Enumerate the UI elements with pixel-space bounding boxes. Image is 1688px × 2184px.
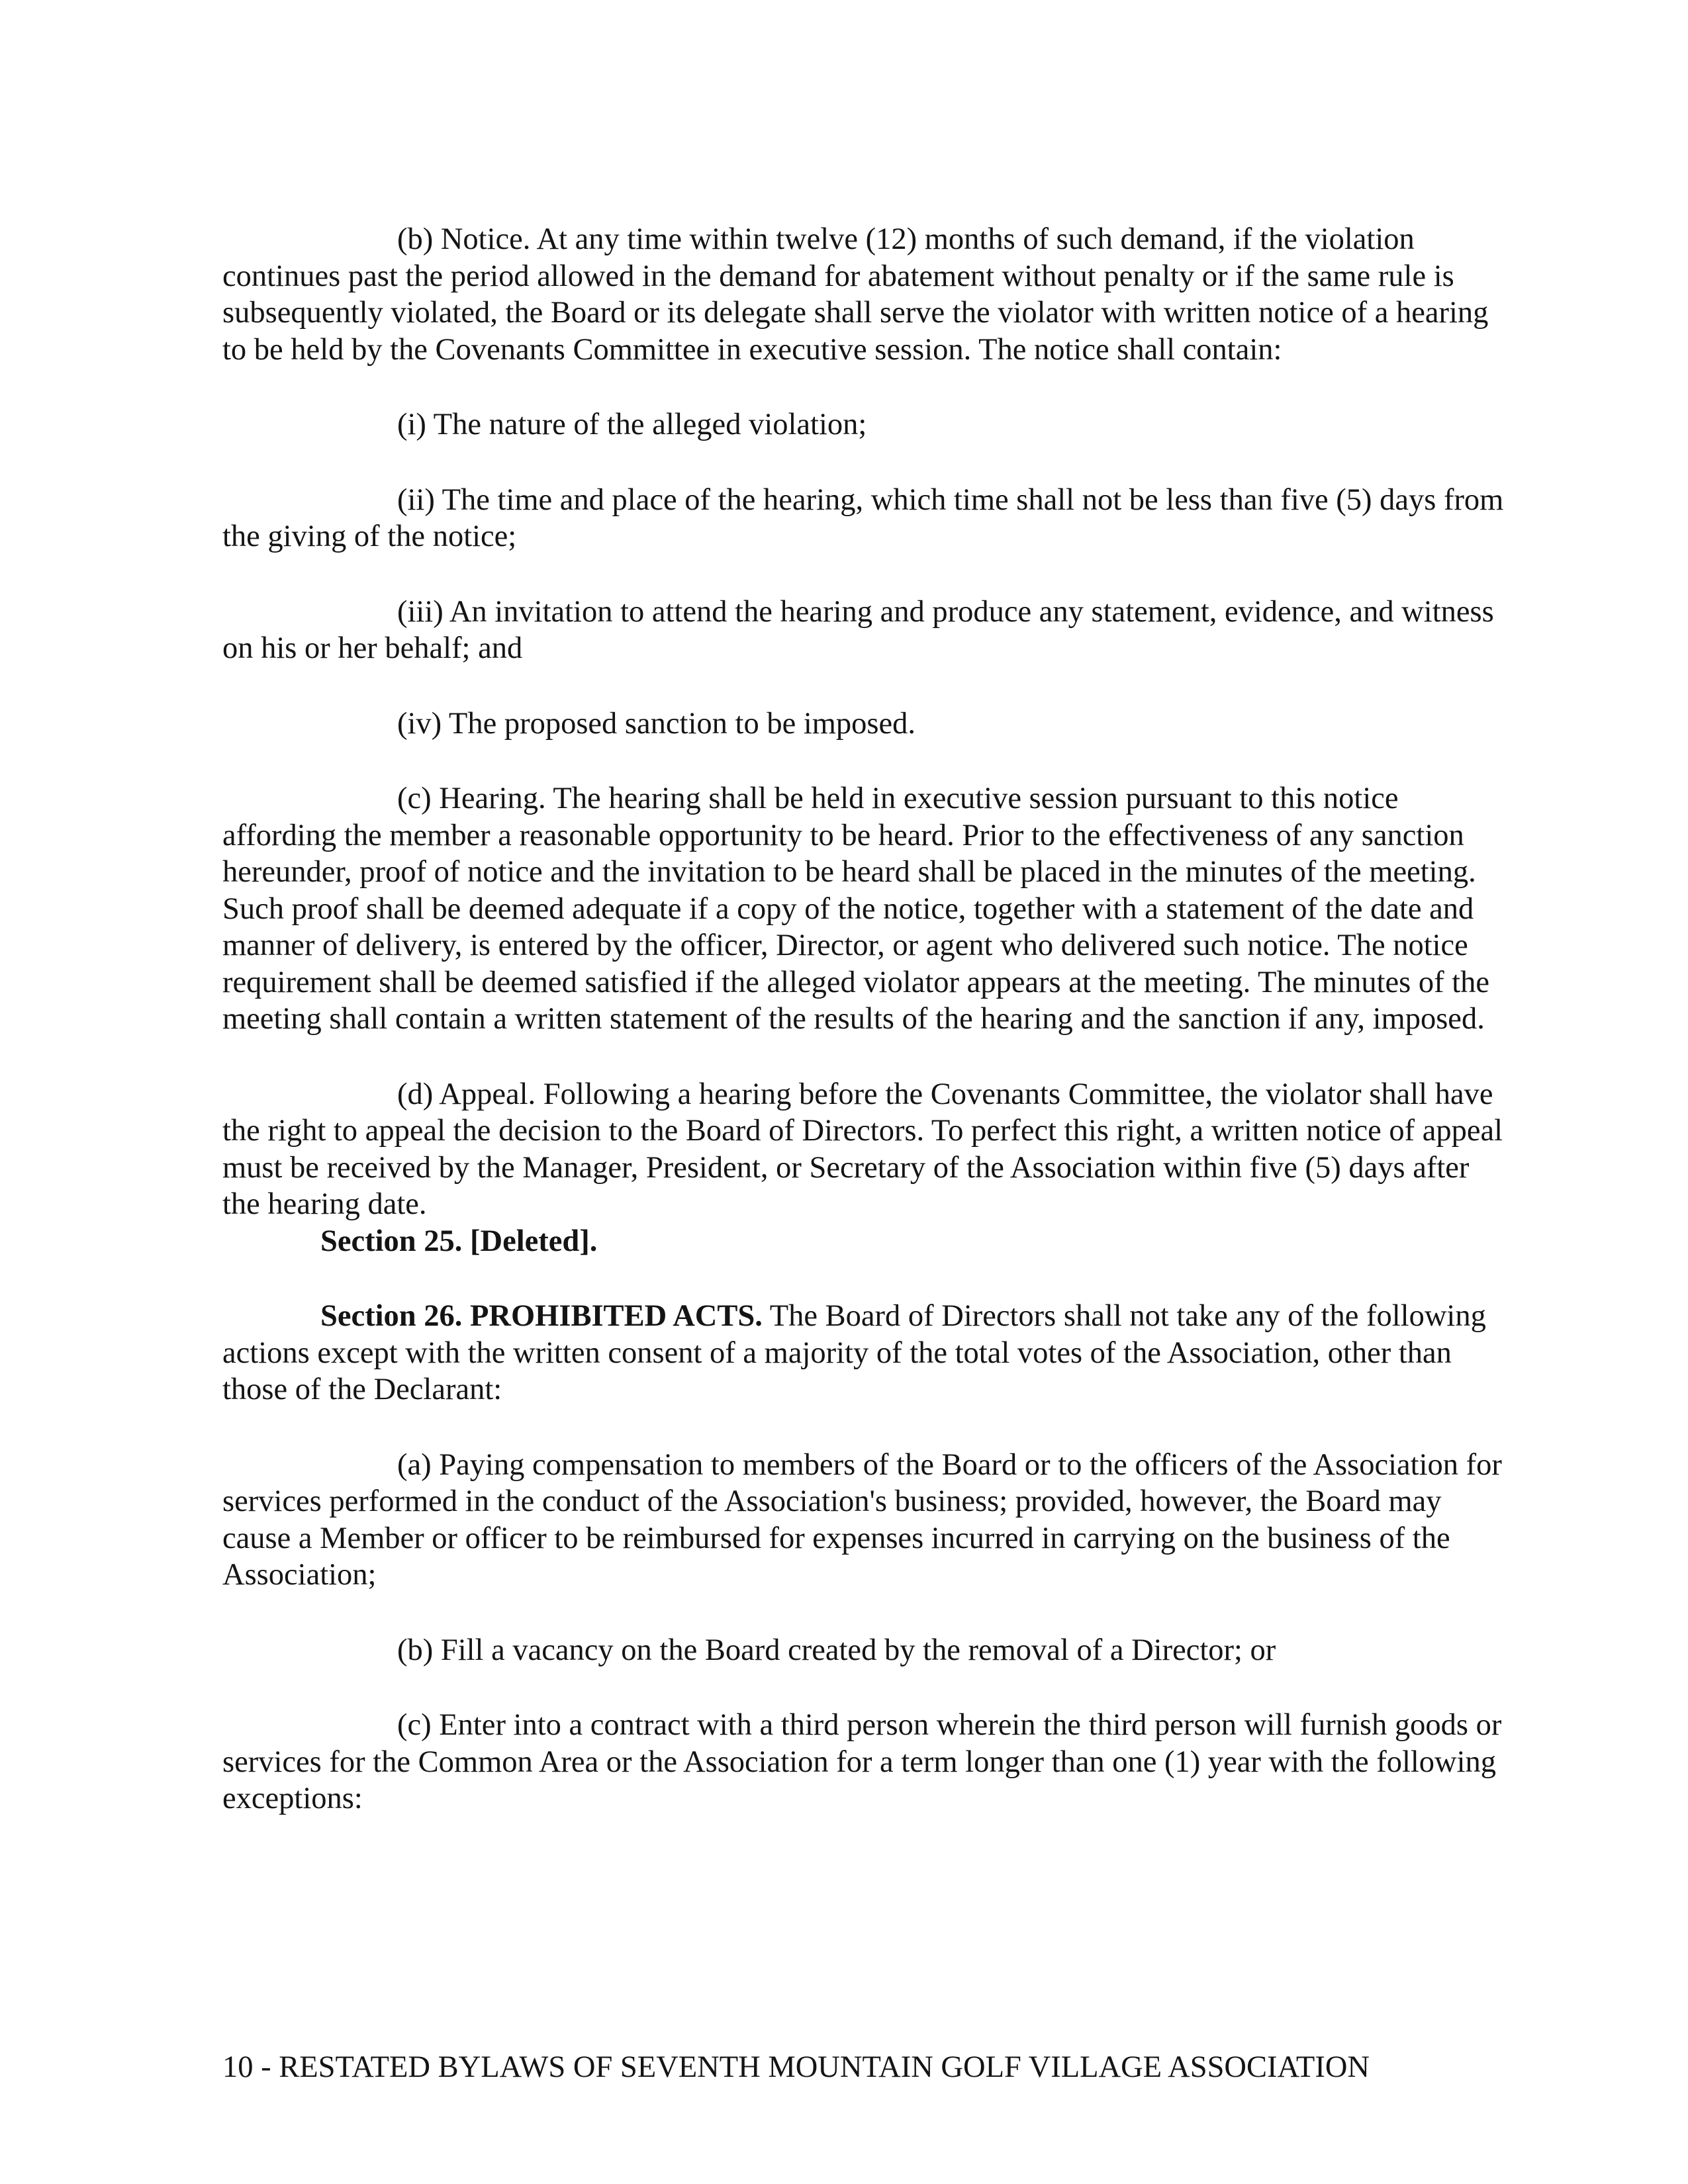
item-i-nature: (i) The nature of the alleged violation; xyxy=(397,408,867,441)
paragraph-b-notice: (b) Notice. At any time within twelve (12) months of such demand, if the violation continues past the period allowed in the demand for abatement without penalty or if the same rule is subsequently violated, the Board or its delegate shall serve the violator with written notice of a hearing to be held by the Covenants Committee in executive session. The notice shall contain: xyxy=(222,222,1489,367)
page-footer: 10 - RESTATED BYLAWS OF SEVENTH MOUNTAIN GOLF VILLAGE ASSOCIATION xyxy=(222,2050,1370,2084)
section-26-item-a: (a) Paying compensation to members of the Board or to the officers of the Association for services performed in the conduct of the Association's business; provided, however, the Board may cause a Member or officer to be reimbursed for expenses incurred in carrying on the business of the Association; xyxy=(222,1447,1502,1592)
section-26-title: Section 26. PROHIBITED ACTS. xyxy=(320,1299,763,1333)
item-iii-invitation: (iii) An invitation to attend the hearing and produce any statement, evidence, and witness on his or her behalf; and xyxy=(222,594,1494,665)
section-26-item-b: (b) Fill a vacancy on the Board created by the removal of a Director; or xyxy=(397,1633,1276,1667)
item-iv-sanction: (iv) The proposed sanction to be imposed. xyxy=(397,706,916,741)
paragraph-c-hearing: (c) Hearing. The hearing shall be held in executive session pursuant to this notice affording the member a reasonable opportunity to be heard. Prior to the effectiveness of any sanction hereunder, proof of notice and the invitation to be heard shall be placed in the minutes of the meeting. Such proof shall be deemed adequate if a copy of the notice, together with a statement of the date and manner of delivery, is entered by the officer, Director, or agent who delivered such notice. The notice requirement shall be deemed satisfied if the alleged violator appears at the meeting. The minutes of the meeting shall contain a written statement of the results of the hearing and the sanction if any, imposed. xyxy=(222,782,1490,1036)
section-25-title: Section 25. [Deleted]. xyxy=(320,1224,598,1258)
section-26-item-c: (c) Enter into a contract with a third person wherein the third person will furnish goods or services for the Common Area or the Association for a term longer than one (1) year with the following exceptions: xyxy=(222,1708,1502,1815)
item-ii-time-place: (ii) The time and place of the hearing, which time shall not be less than five (5) days from the giving of the notice; xyxy=(222,482,1504,553)
document-body xyxy=(222,221,1507,1817)
section-26-intro-paragraph xyxy=(222,1298,1507,1408)
paragraph-d-appeal: (d) Appeal. Following a hearing before the Covenants Committee, the violator shall have the right to appeal the decision to the Board of Directors. To perfect this right, a written notice of appeal must be received by the Manager, President, or Secretary of the Association within five (5) days after the hearing date. xyxy=(222,1077,1503,1221)
section-26-intro: The Board of Directors shall not take any of the following actions except with the written consent of a majority of the total votes of the Association, other than those of the Declarant: xyxy=(222,1299,1486,1406)
section-25-heading xyxy=(222,1223,1507,1260)
